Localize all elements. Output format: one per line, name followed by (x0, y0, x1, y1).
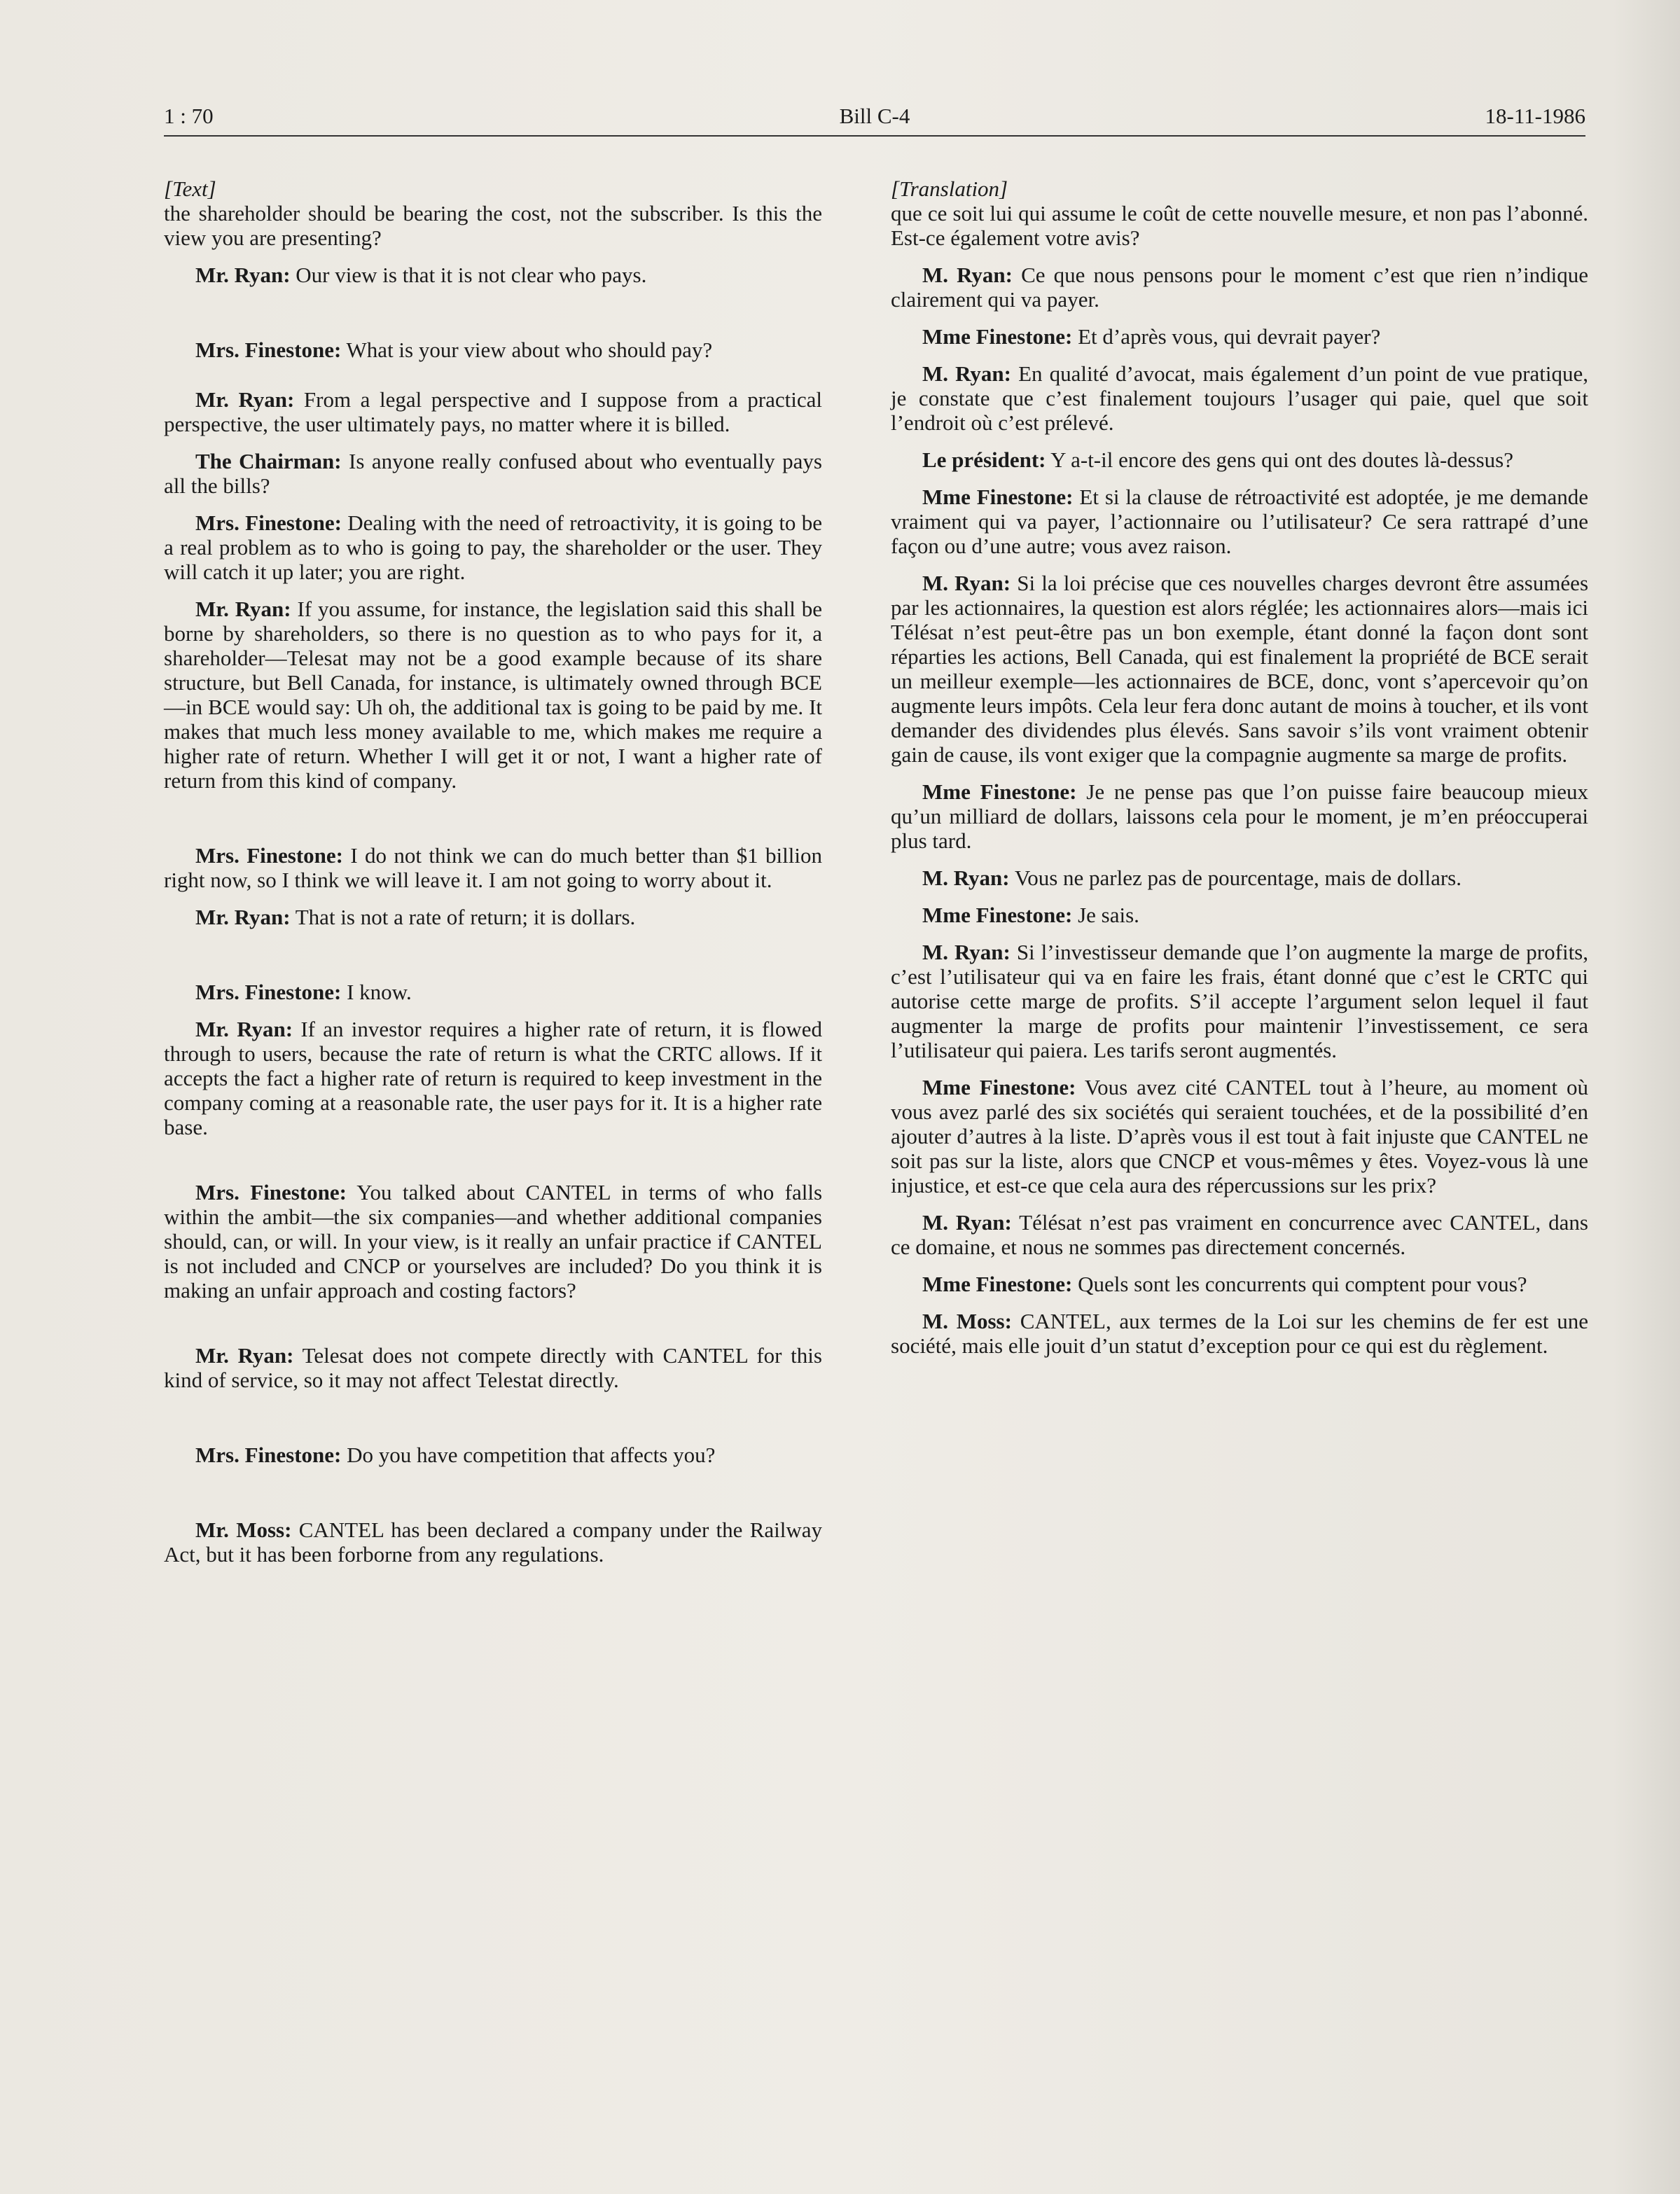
paragraph: Mrs. Finestone: I know. (195, 980, 412, 1004)
paragraph: Mrs. Finestone: Dealing with the need of retroactivity, it is going to be a real problem as to who is going to pay, the shareholder or the user. They will catch it up later; you are right. (164, 511, 823, 584)
paragraph: Mme Finestone: Et si la clause de rétroactivité est adoptée, je me demande vraiment qui va payer, l’actionnaire ou l’utilisateur? Ce sera rattrapé d’une façon ou d’une autre; vous avez raison. (891, 485, 1589, 558)
paragraph: Mrs. Finestone: Do you have competition that affects you? (195, 1443, 716, 1467)
paragraph: M. Ryan: Télésat n’est pas vraiment en concurrence avec CANTEL, dans ce domaine, et nous ne sommes pas directement concernés. (891, 1210, 1588, 1259)
paragraph: M. Ryan: Vous ne parlez pas de pourcentage, mais de dollars. (922, 866, 1462, 890)
paragraph: Mr. Ryan: If you assume, for instance, the legislation said this shall be borne by shareholders, so there is no question as to who pays for it, a shareholder—Telesat may not be a good example because of its share structure, but Bell Canada, for instance, is ultimately owned through BCE—in BCE would say: Uh oh, the additional tax is going to be paid by me. It makes that much less money available to me, which makes me require a higher rate of return. Whether I will get it or not, I want a higher rate of return from this kind of company. (164, 597, 822, 793)
paragraph: Mrs. Finestone: You talked about CANTEL in terms of who falls within the ambit—the six companies—and whether additional companies should, can, or will. In your view, is it really an unfair practice if CANTEL is not included and CNCP or yourselves are included? Do you think it is making an unfair approach and costing factors? (164, 1180, 823, 1303)
document-date: 18-11-1986 (1485, 104, 1585, 128)
paragraph: Mr. Ryan: Our view is that it is not clear who pays. (195, 263, 647, 287)
paragraph: M. Ryan: Ce que nous pensons pour le moment c’est que rien n’indique clairement qui va payer. (891, 263, 1589, 312)
paragraph: M. Ryan: Si l’investisseur demande que l’on augmente la marge de profits, c’est l’utilisateur qui va en faire les frais, étant donné que c’est le CRTC qui autorise cette marge de profits. S’il accepte l’argument selon lequel il faut augmenter la marge de profits pour maintenir l’investissement, ce sera l’utilisateur qui paiera. Les tarifs seront augmentés. (891, 940, 1588, 1062)
paragraph: Mr. Ryan: Telesat does not compete directly with CANTEL for this kind of service, so it may not affect Telestat directly. (164, 1343, 822, 1392)
document-title: Bill C-4 (839, 104, 910, 128)
paragraph: the shareholder should be bearing the cost, not the subscriber. Is this the view you are presenting? (164, 201, 822, 250)
paragraph: Mr. Ryan: That is not a rate of return; it is dollars. (195, 905, 636, 929)
french-column (891, 176, 1588, 1358)
english-column (164, 176, 822, 1567)
column-label: [Translation] (891, 176, 1008, 201)
paragraph: Mr. Ryan: If an investor requires a higher rate of return, it is flowed through to users, because the rate of return is what the CRTC allows. If it accepts the fact a higher rate of return is required to keep investment in the company coming at a reasonable rate, the user pays for it. It is a higher rate base. (164, 1017, 822, 1139)
paragraph: M. Ryan: En qualité d’avocat, mais également d’un point de vue pratique, je constate que c’est finalement toujours l’usager qui paie, quel que soit l’endroit où c’est prélevé. (891, 361, 1589, 435)
paragraph: Mrs. Finestone: I do not think we can do much better than $1 billion right now, so I think we will leave it. I am not going to worry about it. (164, 843, 823, 892)
paragraph: The Chairman: Is anyone really confused about who eventually pays all the bills? (164, 449, 822, 498)
paragraph: que ce soit lui qui assume le coût de cette nouvelle mesure, et non pas l’abonné. Est-ce également votre avis? (891, 201, 1588, 250)
paragraph: M. Ryan: Si la loi précise que ces nouvelles charges devront être assumées par les actionnaires, la question est alors réglée; les actionnaires alors—mais ici Télésat n’est peut-être pas un bon exemple, étant donné la façon dont sont réparties les actions, Bell Canada, qui est finalement la propriété de BCE serait un meilleur exemple—les actionnaires de BCE, donc, vont s’apercevoir qu’on augmente leurs impôts. Cela leur fera donc autant de moins à toucher, et ils vont demander des dividendes plus élevés. Sans savoir s’ils vont vraiment obtenir gain de cause, ils vont exiger que la compagnie augmente sa marge de profits. (891, 571, 1589, 767)
paragraph: Mme Finestone: Quels sont les concurrents qui comptent pour vous? (922, 1272, 1527, 1296)
paragraph: Mme Finestone: Je sais. (922, 903, 1139, 927)
header-rule (164, 135, 1585, 137)
paragraph: Mme Finestone: Et d’après vous, qui devrait payer? (922, 324, 1381, 349)
page-number: 1 : 70 (164, 104, 214, 128)
column-label: [Text] (164, 176, 216, 201)
paragraph: Mme Finestone: Je ne pense pas que l’on puisse faire beaucoup mieux qu’un milliard de dollars, laissons cela pour le moment, je m’en préoccuperai plus tard. (891, 779, 1588, 853)
paragraph: Mr. Ryan: From a legal perspective and I suppose from a practical perspective, the user ultimately pays, no matter where it is billed. (164, 387, 822, 436)
paragraph: Mrs. Finestone: What is your view about who should pay? (195, 338, 713, 362)
paragraph: Mme Finestone: Vous avez cité CANTEL tout à l’heure, au moment où vous avez parlé des six sociétés qui seraient touchées, et de la possibilité d’en ajouter d’autres à la liste. D’après vous il est tout à fait injuste que CANTEL ne soit pas sur la liste, alors que CNCP et vous-mêmes y êtes. Voyez-vous là une injustice, et est-ce que cela aura des répercussions sur les prix? (891, 1075, 1588, 1197)
paragraph: M. Moss: CANTEL, aux termes de la Loi sur les chemins de fer est une société, mais elle jouit d’un statut d’exception pour ce qui est du règlement. (891, 1309, 1588, 1358)
paragraph: Mr. Moss: CANTEL has been declared a company under the Railway Act, but it has been forborne from any regulations. (164, 1518, 823, 1567)
page-header (164, 104, 1585, 139)
paragraph: Le président: Y a-t-il encore des gens qui ont des doutes là-dessus? (922, 447, 1513, 472)
